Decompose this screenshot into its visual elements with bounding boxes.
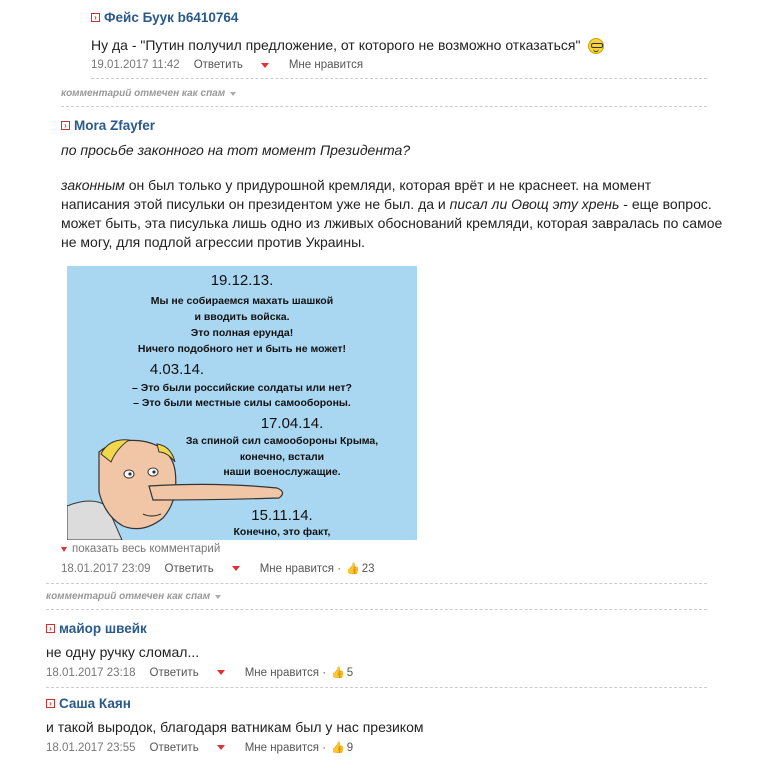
smiley-glasses-icon — [588, 38, 604, 54]
spam-note-text: комментарий отмечен как спам — [61, 88, 226, 99]
comment-date: 18.01.2017 23:18 — [46, 666, 136, 679]
author-name[interactable]: Саша Каян — [59, 696, 131, 711]
spam-note[interactable] — [46, 591, 221, 602]
thumbs-up-icon: 👍 — [331, 667, 345, 679]
image-line: и вводить войска. — [194, 311, 290, 323]
expand-label: показать весь комментарий — [72, 543, 221, 555]
spam-note-text: комментарий отмечен как спам — [46, 591, 211, 602]
divider — [61, 106, 707, 107]
comment-author-link[interactable] — [61, 118, 155, 133]
comment-meta — [91, 59, 363, 71]
image-line: Мы не собираемся махать шашкой — [150, 295, 334, 307]
comment-author-link[interactable] — [46, 621, 147, 636]
image-date: 17.04.14. — [260, 415, 324, 432]
image-line: – Это были российские солдаты или нет? — [132, 382, 352, 394]
like-button[interactable]: Мне нравится · — [244, 666, 327, 679]
comment-meta — [46, 666, 353, 679]
expand-arrow-icon: › — [46, 624, 55, 633]
like-button[interactable]: Мне нравится · — [259, 562, 342, 575]
author-name[interactable]: майор швейк — [59, 621, 147, 636]
image-line: Ничего подобного нет и быть не может! — [137, 343, 347, 355]
reply-button[interactable]: Ответить — [149, 741, 199, 754]
author-name[interactable]: Фейс Буук b6410764 — [104, 10, 239, 25]
comment-image[interactable] — [67, 266, 417, 540]
dropdown-arrow-icon[interactable] — [217, 745, 225, 750]
divider — [46, 609, 707, 610]
divider — [91, 78, 707, 79]
divider — [46, 687, 707, 688]
like-button[interactable]: Мне нравится · — [244, 741, 327, 754]
image-line: наши военослужащие. — [223, 466, 341, 478]
emphasis: законным — [61, 177, 125, 193]
image-line: Это полная ерунда! — [190, 327, 294, 339]
reply-button[interactable]: Ответить — [149, 666, 199, 679]
like-count: 23 — [361, 562, 375, 575]
image-line: За спиной сил самообороны Крыма, — [185, 435, 379, 447]
chevron-down-icon — [230, 92, 236, 96]
comment-body: не одну ручку сломал... — [46, 644, 200, 660]
text-span: он был только у придурошной кремляди, которая врёт и не краснеет. на момент — [124, 177, 652, 193]
expand-arrow-icon: › — [91, 13, 100, 22]
like-button[interactable]: Мне нравится — [288, 59, 364, 71]
comment-date: 18.01.2017 23:09 — [61, 562, 151, 575]
divider — [46, 583, 707, 584]
image-date: 4.03.14. — [149, 361, 205, 378]
comment-paragraph — [61, 176, 741, 252]
image-line: Конечно, это факт, — [233, 526, 331, 538]
chevron-down-icon — [215, 595, 221, 599]
comment-text — [91, 36, 604, 55]
author-name[interactable]: Mora Zfayfer — [74, 118, 156, 133]
thumbs-up-icon: 👍 — [346, 563, 360, 575]
thumbs-up-icon: 👍 — [331, 742, 345, 754]
comment-author-link[interactable] — [46, 696, 131, 711]
comment-body: и такой выродок, благодаря ватникам был у нас презиком — [46, 719, 424, 735]
paragraph-line: не могу, для подлой агрессии против Украины. — [61, 234, 366, 250]
caricature-illustration — [67, 426, 297, 540]
chevron-down-icon — [61, 547, 67, 552]
comment-quote: по просьбе законного на тот момент Президента? — [61, 142, 411, 158]
expand-arrow-icon: › — [61, 121, 70, 130]
comment-date: 19.01.2017 11:42 — [91, 59, 180, 71]
text-span: - еще вопрос. — [619, 196, 712, 212]
dropdown-arrow-icon[interactable] — [232, 566, 240, 571]
like-count: 5 — [346, 666, 354, 679]
paragraph-line: может быть, эта писулька лишь одно из лживых обоснований кремляди, которая завралась по самое — [61, 215, 723, 231]
expand-arrow-icon: › — [46, 699, 55, 708]
comment-date: 18.01.2017 23:55 — [46, 741, 136, 754]
dropdown-arrow-icon[interactable] — [217, 670, 225, 675]
image-date: 19.12.13. — [210, 272, 274, 289]
comment-author-link[interactable] — [91, 10, 238, 25]
image-line: конечно, встали — [239, 451, 325, 463]
dropdown-arrow-icon[interactable] — [261, 63, 269, 68]
reply-button[interactable]: Ответить — [164, 562, 214, 575]
like-count: 9 — [346, 741, 354, 754]
show-full-comment-link[interactable] — [61, 543, 220, 555]
comment-meta — [46, 741, 353, 754]
paragraph-line — [61, 195, 741, 214]
image-line: – Это были местные силы самообороны. — [133, 397, 351, 409]
text-span: написания этой писульки он президентом уже не был. да и — [61, 196, 450, 212]
comment-meta — [61, 562, 375, 575]
image-date: 15.11.14. — [251, 507, 313, 524]
paragraph-line — [61, 176, 741, 195]
reply-button[interactable]: Ответить — [193, 59, 243, 71]
emphasis: писал ли Овощ эту хрень — [449, 196, 620, 212]
spam-note[interactable] — [61, 88, 236, 99]
comment-body: Ну да - "Путин получил предложение, от которого не возможно отказаться" — [91, 37, 581, 53]
